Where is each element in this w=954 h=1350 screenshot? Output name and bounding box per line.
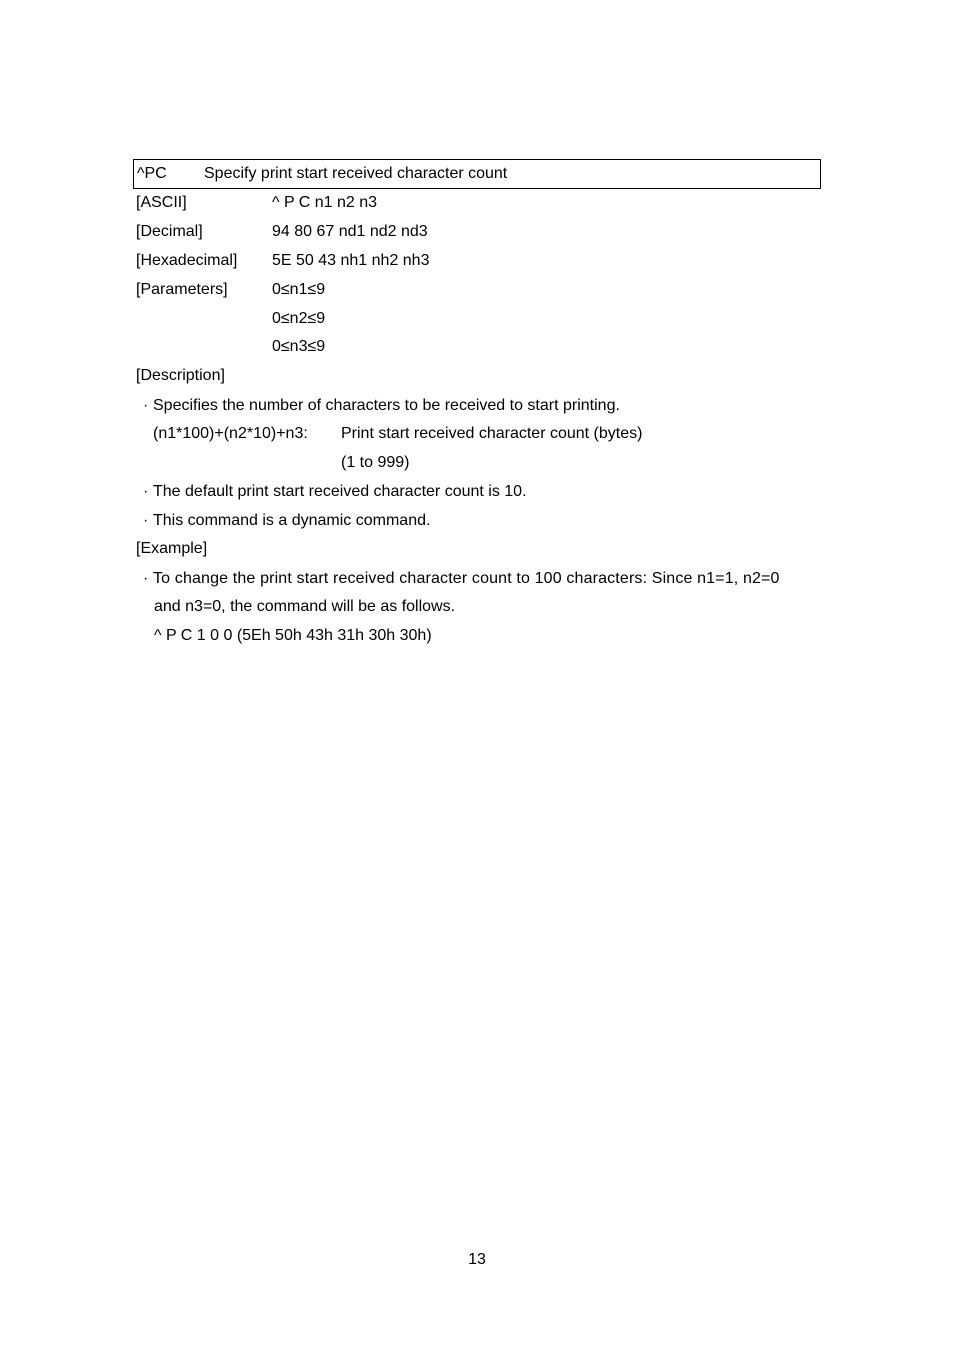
example-line-2: and n3=0, the command will be as follows. [154,598,456,615]
command-title: Specify print start received character count [204,165,508,182]
description-item-3 [143,511,430,531]
description-heading: [Description] [136,367,225,384]
page-number: 13 [468,1251,486,1268]
param-n3: 0≤n3≤9 [272,338,326,355]
param-n1: 0≤n1≤9 [272,281,326,298]
bullet-glyph: · [143,512,149,529]
ascii-label: [ASCII] [136,194,187,211]
command-code: ^PC [137,165,167,182]
bullet-glyph: · [143,397,149,414]
param-n2: 0≤n2≤9 [272,310,326,327]
formula-range: (1 to 999) [341,454,410,471]
bullet-glyph: · [143,483,149,500]
decimal-value: 94 80 67 nd1 nd2 nd3 [272,223,428,240]
example-heading: [Example] [136,540,208,557]
hex-value: 5E 50 43 nh1 nh2 nh3 [272,252,430,269]
hex-label: [Hexadecimal] [136,252,238,269]
command-title-box [133,159,821,189]
formula: (n1*100)+(n2*10)+n3: [153,425,308,442]
ascii-value: ^ P C n1 n2 n3 [272,194,378,211]
bullet-glyph: · [143,570,149,587]
example-command: ^ P C 1 0 0 (5Eh 50h 43h 31h 30h 30h) [154,627,432,644]
description-item-3-text: This command is a dynamic command. [153,512,431,529]
example-line-1 [143,569,819,589]
description-item-2-text: The default print start received character count is 10. [153,483,527,500]
decimal-label: [Decimal] [136,223,203,240]
formula-meaning: Print start received character count (bytes) [341,425,643,442]
example-line-1-text: To change the print start received character count to 100 characters: Since n1=1, n2=0 [153,570,780,587]
params-label: [Parameters] [136,281,228,298]
description-item-1 [143,396,620,416]
description-item-2 [143,482,527,502]
description-item-1-text: Specifies the number of characters to be received to start printing. [153,397,620,414]
